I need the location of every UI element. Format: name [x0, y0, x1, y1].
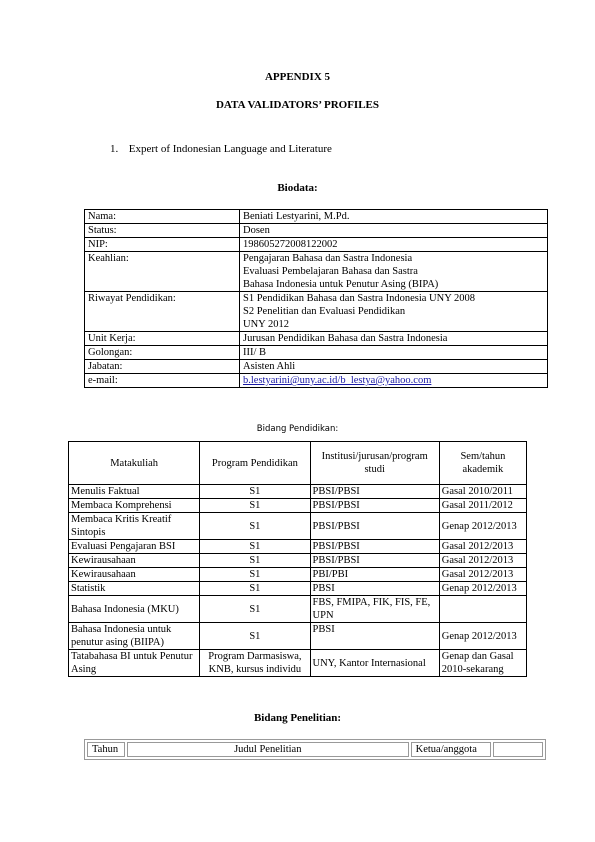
pendidikan-table — [68, 441, 527, 677]
pendidikan-cell: Menulis Faktual — [69, 485, 200, 499]
biodata-value-line: Beniati Lestyarini, M.Pd. — [243, 211, 350, 222]
biodata-value — [240, 238, 548, 252]
pendidikan-cell: PBSI — [310, 582, 439, 596]
biodata-key: Unit Kerja: — [85, 332, 240, 346]
pendidikan-cell: S1 — [200, 499, 310, 513]
pendidikan-cell: Gasal 2012/2013 — [439, 568, 526, 582]
biodata-row — [85, 224, 548, 238]
biodata-value-line: 198605272008122002 — [243, 239, 338, 250]
pendidikan-cell: PBSI/PBSI — [310, 554, 439, 568]
biodata-row — [85, 292, 548, 332]
email-cell — [240, 374, 548, 388]
pendidikan-row — [69, 540, 527, 554]
pendidikan-cell: Tatabahasa BI untuk Penutur Asing — [69, 650, 200, 677]
pendidikan-header-row — [69, 442, 527, 485]
biodata-value-line: Asisten Ahli — [243, 361, 296, 372]
penelitian-header-cell: Tahun — [87, 742, 125, 757]
pendidikan-row — [69, 582, 527, 596]
pendidikan-cell: Statistik — [69, 582, 200, 596]
biodata-row — [85, 360, 548, 374]
pendidikan-row — [69, 499, 527, 513]
pendidikan-cell: S1 — [200, 582, 310, 596]
section-title: DATA VALIDATORS’ PROFILES — [215, 99, 379, 111]
pendidikan-cell: S1 — [200, 568, 310, 582]
biodata-value-line: Bahasa Indonesia untuk Penutur Asing (BIPA) — [243, 279, 439, 290]
pendidikan-cell: UNY, Kantor Internasional — [310, 650, 439, 677]
list-item-expert — [110, 143, 332, 155]
pendidikan-cell: PBSI/PBSI — [310, 499, 439, 513]
pendidikan-body — [69, 485, 527, 677]
biodata-row — [85, 332, 548, 346]
biodata-value — [240, 210, 548, 224]
penelitian-header-cell: Ketua/anggota — [411, 742, 491, 757]
pendidikan-row — [69, 554, 527, 568]
pendidikan-cell: Gasal 2011/2012 — [439, 499, 526, 513]
pendidikan-cell: PBI/PBI — [310, 568, 439, 582]
pendidikan-cell: Genap 2012/2013 — [439, 582, 526, 596]
email-label: e-mail: — [85, 374, 240, 388]
biodata-row-email — [85, 374, 548, 388]
pendidikan-cell: Program Darmasiswa, KNB, kursus individu — [200, 650, 310, 677]
bidang-pendidikan-heading: Bidang Pendidikan: — [256, 424, 339, 434]
biodata-value-line: S2 Penelitian dan Evaluasi Pendidikan — [243, 306, 406, 317]
pendidikan-cell: S1 — [200, 596, 310, 623]
biodata-heading: Biodata: — [277, 182, 318, 194]
bidang-penelitian-heading: Bidang Penelitian: — [253, 712, 342, 724]
penelitian-header-cell — [493, 742, 543, 757]
biodata-row — [85, 346, 548, 360]
biodata-value-line: UNY 2012 — [243, 319, 289, 330]
pendidikan-cell: Membaca Kritis Kreatif Sintopis — [69, 513, 200, 540]
list-number: 1. — [110, 143, 119, 155]
biodata-value — [240, 292, 548, 332]
biodata-value-line: Dosen — [243, 225, 270, 236]
pendidikan-cell: Kewirausahaan — [69, 554, 200, 568]
biodata-value — [240, 224, 548, 238]
pendidikan-cell: Bahasa Indonesia (MKU) — [69, 596, 200, 623]
biodata-key: Status: — [85, 224, 240, 238]
pendidikan-cell: Genap 2012/2013 — [439, 623, 526, 650]
penelitian-table — [84, 739, 546, 760]
pendidikan-cell: PBSI/PBSI — [310, 485, 439, 499]
pendidikan-header-cell: Institusi/jurusan/program studi — [310, 442, 439, 485]
biodata-key: NIP: — [85, 238, 240, 252]
pendidikan-row — [69, 513, 527, 540]
pendidikan-cell: PBSI/PBSI — [310, 540, 439, 554]
pendidikan-cell: Membaca Komprehensi — [69, 499, 200, 513]
pendidikan-header-cell: Sem/tahun akademik — [439, 442, 526, 485]
pendidikan-cell: Evaluasi Pengajaran BSI — [69, 540, 200, 554]
pendidikan-cell: S1 — [200, 540, 310, 554]
pendidikan-row — [69, 650, 527, 677]
pendidikan-cell: S1 — [200, 513, 310, 540]
biodata-key: Nama: — [85, 210, 240, 224]
pendidikan-cell: FBS, FMIPA, FIK, FIS, FE, UPN — [310, 596, 439, 623]
pendidikan-cell: Gasal 2012/2013 — [439, 540, 526, 554]
biodata-value — [240, 346, 548, 360]
biodata-row — [85, 252, 548, 292]
penelitian-header-cell: Judul Penelitian — [127, 742, 409, 757]
pendidikan-cell: PBSI — [310, 623, 439, 650]
pendidikan-row — [69, 568, 527, 582]
pendidikan-cell: Gasal 2012/2013 — [439, 554, 526, 568]
pendidikan-row — [69, 485, 527, 499]
biodata-value-line: S1 Pendidikan Bahasa dan Sastra Indonesia UNY 2008 — [243, 293, 476, 304]
biodata-key: Jabatan: — [85, 360, 240, 374]
pendidikan-header-cell: Matakuliah — [69, 442, 200, 485]
appendix-title: APPENDIX 5 — [264, 71, 331, 83]
biodata-value — [240, 332, 548, 346]
pendidikan-header-cell: Program Pendidikan — [200, 442, 310, 485]
pendidikan-row — [69, 596, 527, 623]
email-link[interactable]: b.lestyarini@uny.ac.id/b_lestya@yahoo.com — [243, 375, 432, 386]
biodata-table — [84, 209, 548, 388]
pendidikan-cell: Bahasa Indonesia untuk penutur asing (BIIPA) — [69, 623, 200, 650]
penelitian-header-row — [87, 742, 543, 757]
biodata-body — [85, 210, 548, 388]
biodata-row — [85, 238, 548, 252]
pendidikan-cell: PBSI/PBSI — [310, 513, 439, 540]
pendidikan-cell: S1 — [200, 485, 310, 499]
biodata-value — [240, 252, 548, 292]
biodata-row — [85, 210, 548, 224]
pendidikan-row — [69, 623, 527, 650]
list-text: Expert of Indonesian Language and Literature — [128, 143, 332, 155]
pendidikan-cell: Kewirausahaan — [69, 568, 200, 582]
biodata-key: Riwayat Pendidikan: — [85, 292, 240, 332]
pendidikan-cell: Gasal 2010/2011 — [439, 485, 526, 499]
biodata-value-line: III/ B — [243, 347, 267, 358]
pendidikan-cell — [439, 596, 526, 623]
pendidikan-cell: Genap 2012/2013 — [439, 513, 526, 540]
biodata-value-line: Evaluasi Pembelajaran Bahasa dan Sastra — [243, 266, 418, 277]
pendidikan-cell: Genap dan Gasal 2010-sekarang — [439, 650, 526, 677]
biodata-value — [240, 360, 548, 374]
biodata-value-line: Jurusan Pendidikan Bahasa dan Sastra Indonesia — [243, 333, 448, 344]
biodata-value-line: Pengajaran Bahasa dan Sastra Indonesia — [243, 253, 413, 264]
pendidikan-cell: S1 — [200, 554, 310, 568]
biodata-key: Golongan: — [85, 346, 240, 360]
pendidikan-cell: S1 — [200, 623, 310, 650]
biodata-key: Keahlian: — [85, 252, 240, 292]
